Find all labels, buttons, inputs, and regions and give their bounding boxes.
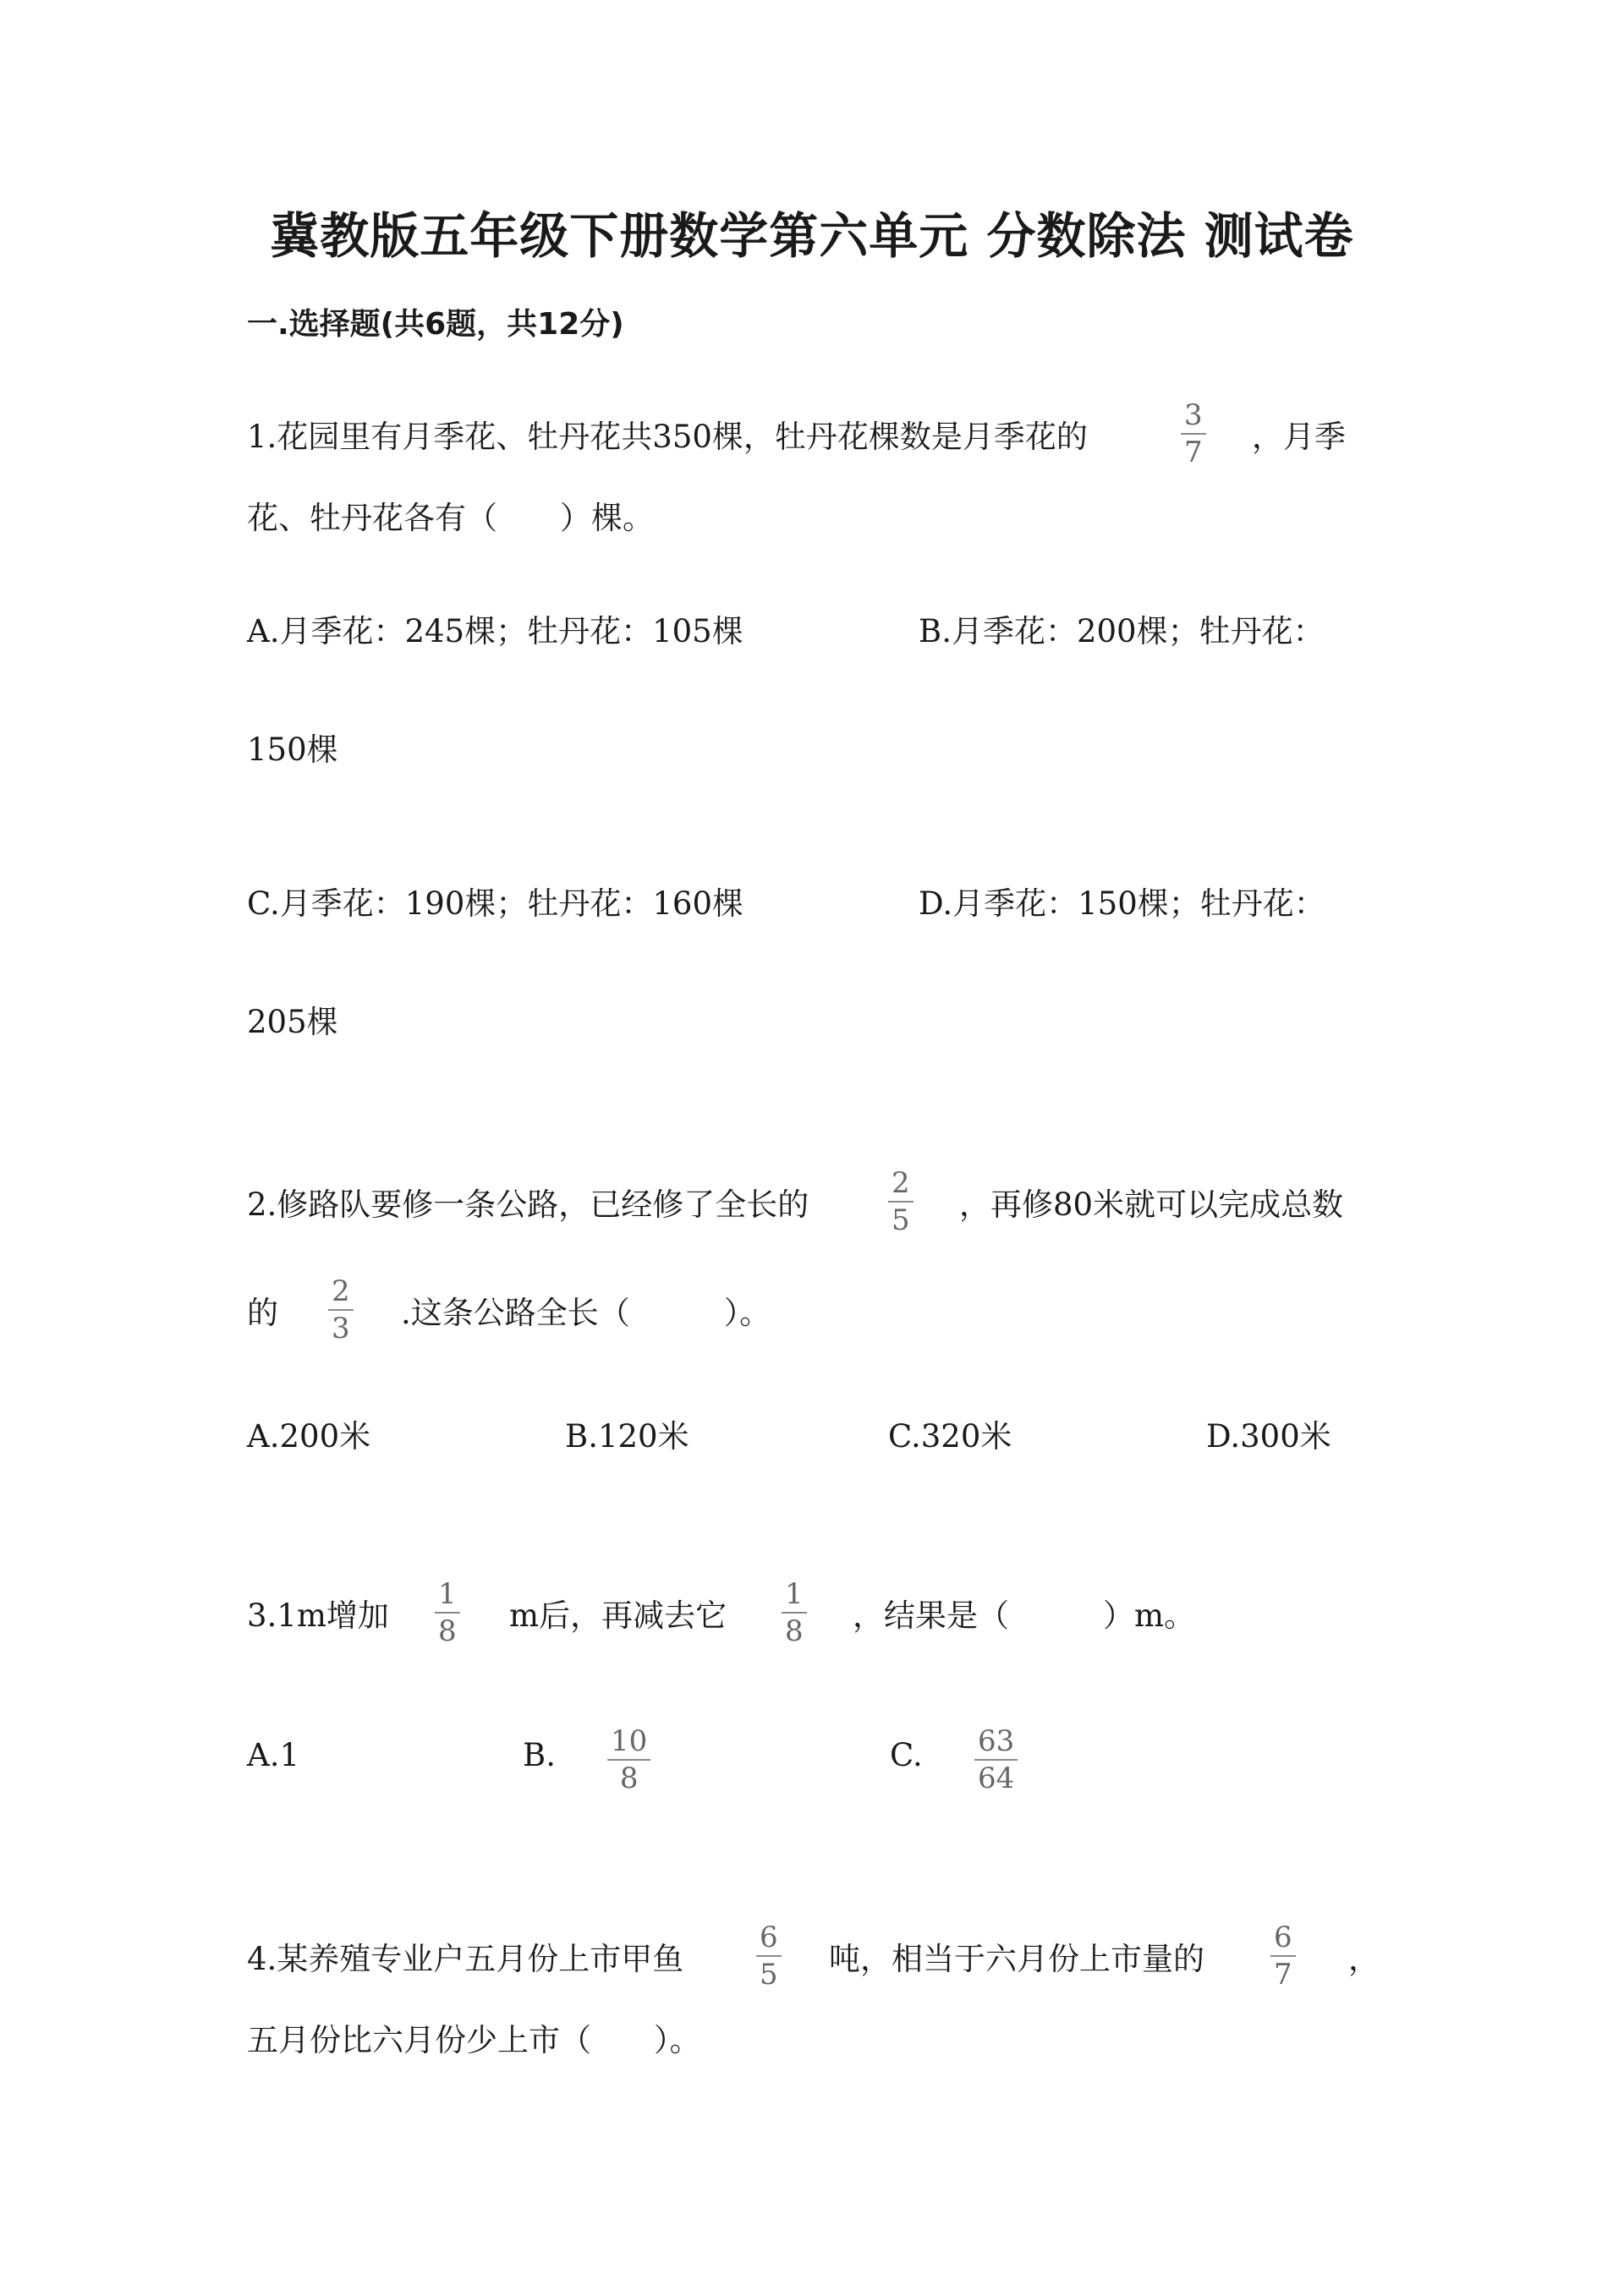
q3-option-b-numerator: 10 [611,1724,648,1758]
q1-option-a: A.月季花：245棵；牡丹花：105棵 [247,613,743,649]
q2-option-d: D.300米 [1206,1418,1331,1455]
q2-option-c: C.320米 [888,1418,1012,1455]
q2-fraction-2-numerator: 2 [332,1274,350,1308]
q2-option-a: A.200米 [247,1418,371,1455]
q2-fraction-1-denominator: 5 [892,1203,910,1237]
q3-option-b-fraction [607,1724,650,1795]
q1-fraction [1181,398,1206,469]
q3-option-b-label: B. [523,1737,556,1773]
q4-stem-part2: 吨，相当于六月份上市量的 [829,1941,1204,1977]
q3-option-c-label: C. [890,1737,923,1773]
q2-option-b: B.120米 [565,1418,689,1455]
q3-stem-part1: 3.1m增加 [247,1597,389,1634]
q3-option-c-numerator: 63 [978,1724,1015,1758]
q3-fraction-2-numerator: 1 [785,1577,804,1611]
q3-stem-part3: ，结果是（ ）m。 [853,1597,1196,1634]
q2-stem-line1: 2.修路队要修一条公路，已经修了全长的 [247,1186,809,1223]
q3-option-c-fraction [974,1724,1018,1795]
q3-stem-part2: m后，再减去它 [509,1597,727,1634]
q4-fraction-1-denominator: 5 [760,1958,778,1992]
q1-option-d-continued: 205棵 [247,1004,338,1040]
q1-option-b: B.月季花：200棵；牡丹花： [919,613,1325,649]
q2-fraction-2-denominator: 3 [332,1312,350,1345]
q3-option-b-denominator: 8 [619,1762,639,1795]
q1-option-d: D.月季花：150棵；牡丹花： [919,885,1325,922]
q2-stem-line1-end: ，再修80米就可以完成总数 [959,1186,1344,1223]
q1-option-c: C.月季花：190棵；牡丹花：160棵 [247,885,743,922]
q4-fraction-2-denominator: 7 [1274,1958,1292,1992]
q3-fraction-1 [435,1577,460,1648]
q1-fraction-denominator: 7 [1184,436,1203,469]
q3-option-a: A.1 [247,1737,300,1773]
q1-fraction-numerator: 3 [1184,398,1203,432]
q4-fraction-2 [1270,1921,1296,1992]
q1-stem-line1: 1.花园里有月季花、牡丹花共350棵，牡丹花棵数是月季花的 [247,419,1088,455]
q3-fraction-2 [782,1577,807,1648]
q2-fraction-1 [888,1166,914,1237]
q2-fraction-1-numerator: 2 [892,1166,910,1200]
q2-fraction-2 [328,1274,354,1345]
q4-stem-part1: 4.某养殖专业户五月份上市甲鱼 [247,1941,684,1977]
q2-stem-line2-end: .这条公路全长（ ）。 [401,1295,771,1331]
page-title: 冀教版五年级下册数学第六单元 分数除法 测试卷 [270,207,1354,265]
q4-fraction-2-numerator: 6 [1274,1921,1292,1954]
q4-fraction-1-numerator: 6 [760,1921,778,1954]
section-heading: 一.选择题(共6题，共12分) [247,307,624,342]
q1-stem-line1-end: ，月季 [1252,419,1346,455]
q4-stem-part3: ， [1348,1941,1380,1977]
q3-option-c-denominator: 64 [978,1762,1015,1795]
q2-stem-line2: 的 [247,1295,278,1331]
q4-stem-line2: 五月份比六月份少上市（ ）。 [247,2022,701,2058]
q3-fraction-1-numerator: 1 [438,1577,457,1611]
q4-fraction-1 [756,1921,782,1992]
q1-option-b-continued: 150棵 [247,732,338,768]
q3-fraction-2-denominator: 8 [785,1614,804,1648]
q1-stem-line2: 花、牡丹花各有（ ）棵。 [247,500,654,536]
q3-fraction-1-denominator: 8 [438,1614,457,1648]
